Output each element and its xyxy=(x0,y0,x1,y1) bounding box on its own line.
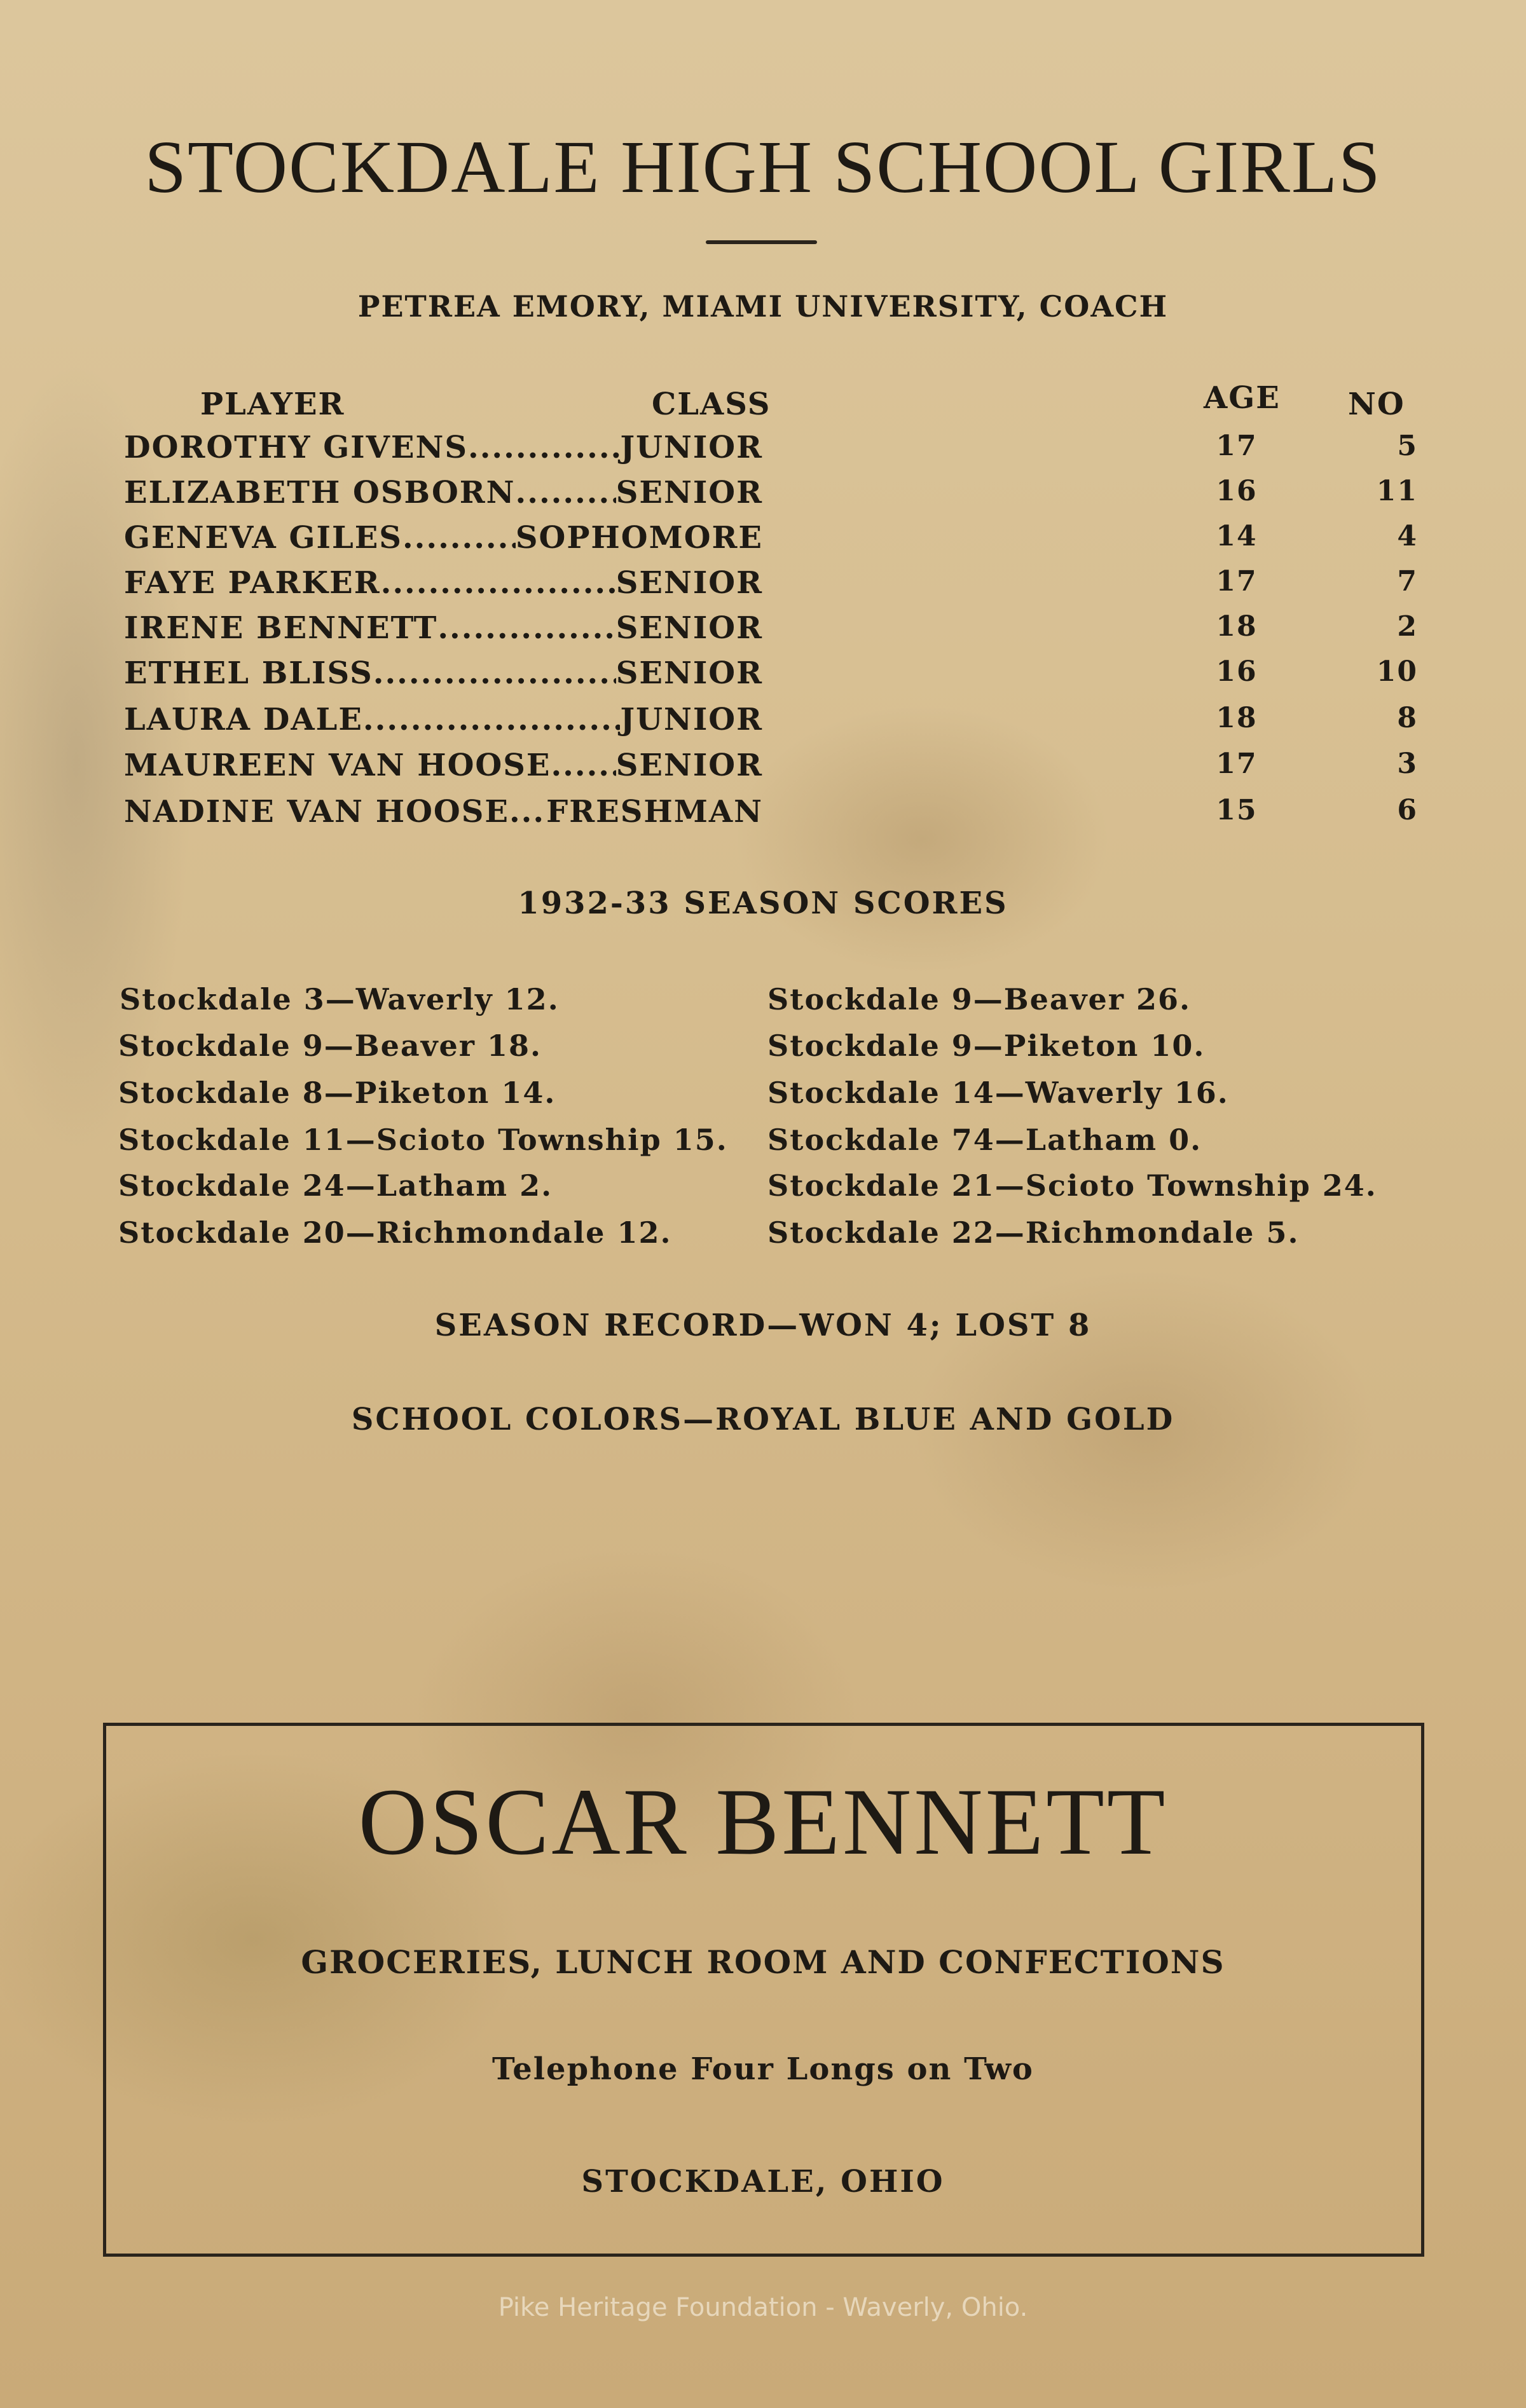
header-age: AGE xyxy=(1204,380,1281,416)
player-name: LAURA DALE xyxy=(124,702,363,737)
player-age: 16 xyxy=(1216,475,1258,507)
score-line: Stockdale 74—Latham 0. xyxy=(767,1123,1202,1157)
advertiser-location: STOCKDALE, OHIO xyxy=(581,2164,945,2199)
player-name: MAUREEN VAN HOOSE xyxy=(124,748,551,783)
player-age: 15 xyxy=(1216,794,1258,826)
player-class: SENIOR xyxy=(615,565,763,601)
score-line: Stockdale 22—Richmondale 5. xyxy=(767,1215,1300,1250)
table-row xyxy=(0,794,1526,838)
score-line: Stockdale 14—Waverly 16. xyxy=(767,1076,1229,1110)
score-line: Stockdale 8—Piketon 14. xyxy=(118,1076,556,1110)
advertiser-name: OSCAR BENNETT xyxy=(358,1769,1168,1875)
player-number: 6 xyxy=(1397,794,1418,826)
score-line: Stockdale 3—Waverly 12. xyxy=(120,982,560,1016)
player-name: GENEVA GILES xyxy=(124,520,402,556)
table-row xyxy=(0,475,1526,519)
page-title: STOCKDALE HIGH SCHOOL GIRLS xyxy=(144,125,1382,209)
player-class: JUNIOR xyxy=(620,430,763,465)
score-line: Stockdale 24—Latham 2. xyxy=(118,1168,553,1203)
player-class: SENIOR xyxy=(615,748,763,783)
table-row xyxy=(0,655,1526,700)
player-class: JUNIOR xyxy=(620,702,763,737)
player-age: 17 xyxy=(1216,748,1258,780)
season-scores-title: 1932-33 SEASON SCORES xyxy=(518,886,1008,921)
player-number: 2 xyxy=(1397,610,1418,643)
player-name: IRENE BENNETT xyxy=(124,610,438,646)
player-number: 8 xyxy=(1397,702,1418,734)
player-number: 4 xyxy=(1397,520,1418,552)
player-number: 3 xyxy=(1397,748,1418,780)
player-name: ELIZABETH OSBORN xyxy=(124,475,516,510)
player-age: 14 xyxy=(1216,520,1258,552)
player-class: FRESHMAN xyxy=(546,794,763,830)
school-colors: SCHOOL COLORS—ROYAL BLUE AND GOLD xyxy=(351,1402,1175,1437)
player-class: SENIOR xyxy=(615,655,763,691)
title-divider xyxy=(706,240,817,244)
score-line: Stockdale 9—Piketon 10. xyxy=(767,1029,1206,1063)
advertiser-phone: Telephone Four Longs on Two xyxy=(492,2051,1034,2087)
table-row xyxy=(0,610,1526,655)
header-no: NO xyxy=(1348,387,1405,422)
player-class: SENIOR xyxy=(615,475,763,510)
season-record: SEASON RECORD—WON 4; LOST 8 xyxy=(434,1308,1092,1343)
player-name: FAYE PARKER xyxy=(124,565,381,601)
score-line: Stockdale 9—Beaver 18. xyxy=(118,1029,542,1063)
player-name: DOROTHY GIVENS xyxy=(124,430,468,465)
table-row xyxy=(0,702,1526,746)
header-player: PLAYER xyxy=(200,387,345,422)
player-age: 18 xyxy=(1216,702,1258,734)
player-number: 11 xyxy=(1376,475,1418,507)
table-row xyxy=(0,565,1526,610)
coach-line: PETREA EMORY, MIAMI UNIVERSITY, COACH xyxy=(357,289,1169,324)
table-row xyxy=(0,430,1526,474)
header-class: CLASS xyxy=(652,387,771,422)
score-line: Stockdale 9—Beaver 26. xyxy=(767,982,1191,1016)
player-number: 10 xyxy=(1376,655,1418,688)
player-number: 5 xyxy=(1397,430,1418,462)
table-row xyxy=(0,520,1526,564)
score-line: Stockdale 11—Scioto Township 15. xyxy=(118,1123,728,1157)
table-row xyxy=(0,748,1526,792)
watermark-footer: Pike Heritage Foundation - Waverly, Ohio. xyxy=(498,2293,1028,2322)
player-name: NADINE VAN HOOSE xyxy=(124,794,509,830)
score-line: Stockdale 20—Richmondale 12. xyxy=(118,1215,672,1250)
player-number: 7 xyxy=(1397,565,1418,598)
advertiser-tagline: GROCERIES, LUNCH ROOM AND CONFECTIONS xyxy=(301,1943,1225,1981)
score-line: Stockdale 21—Scioto Township 24. xyxy=(767,1168,1377,1203)
player-age: 17 xyxy=(1216,565,1258,598)
player-age: 18 xyxy=(1216,610,1258,643)
player-name: ETHEL BLISS xyxy=(124,655,373,691)
player-class: SOPHOMORE xyxy=(515,520,763,556)
player-age: 16 xyxy=(1216,655,1258,688)
player-age: 17 xyxy=(1216,430,1258,462)
player-class: SENIOR xyxy=(615,610,763,646)
